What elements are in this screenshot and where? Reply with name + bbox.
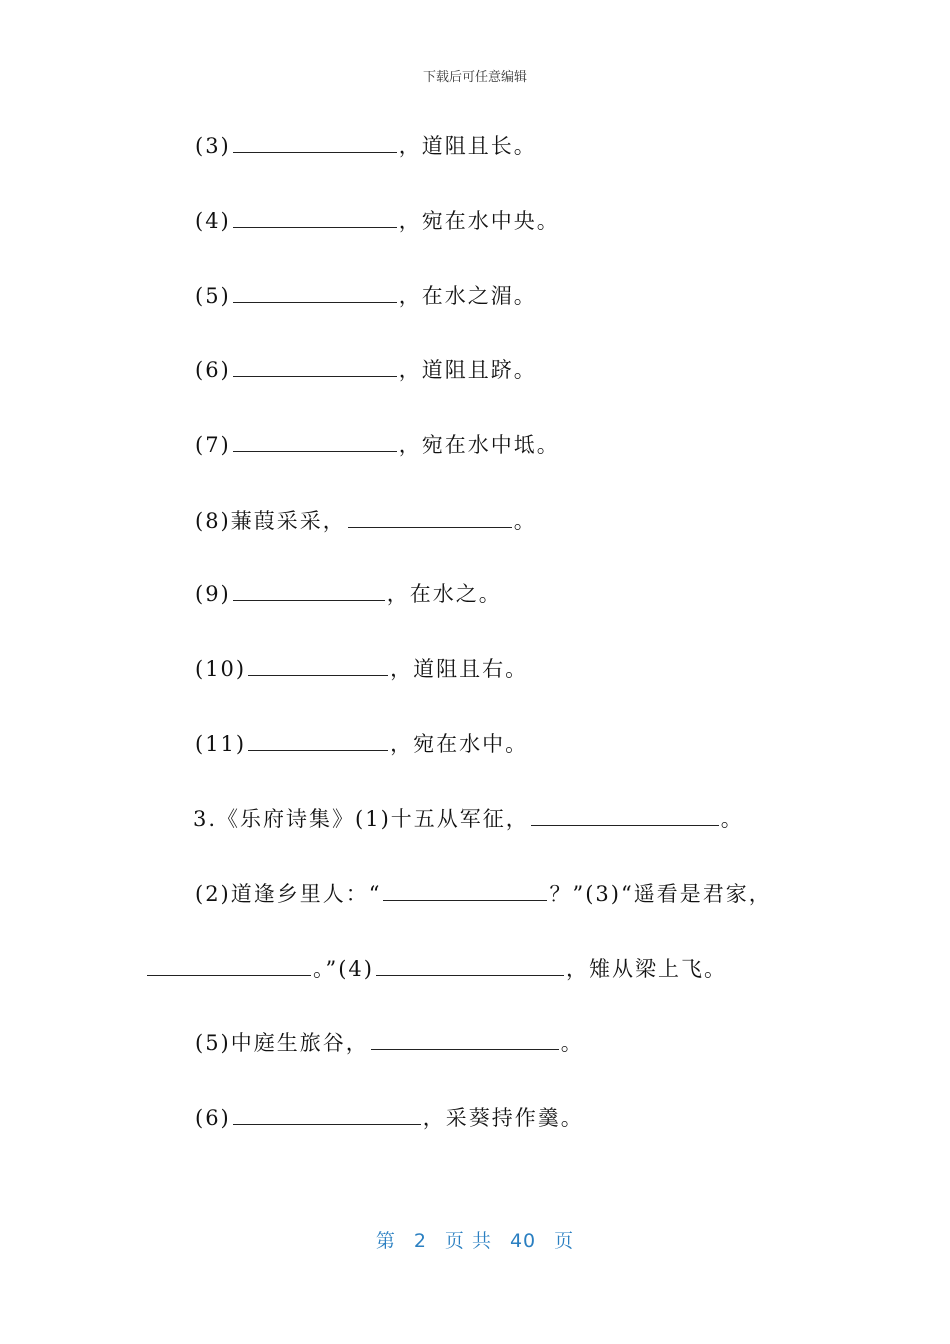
answer-blank[interactable] bbox=[233, 282, 397, 303]
page-header: 下载后可任意编辑 bbox=[422, 70, 527, 85]
footer-middle: 页 共 bbox=[444, 1230, 492, 1252]
question-3-line-5 bbox=[195, 1104, 584, 1132]
answer-blank[interactable] bbox=[233, 431, 397, 452]
answer-blank[interactable] bbox=[233, 580, 385, 601]
answer-blank[interactable] bbox=[233, 356, 397, 377]
page-footer bbox=[0, 1226, 950, 1253]
line-prefix: (10) bbox=[195, 657, 247, 681]
answer-blank[interactable] bbox=[248, 655, 388, 676]
question-3-line-2 bbox=[195, 880, 772, 908]
line-prefix: (11) bbox=[195, 732, 247, 756]
line-suffix: ，宛在水中。 bbox=[390, 732, 529, 756]
line-prefix: 3.《乐府诗集》(1)十五从军征， bbox=[193, 807, 529, 831]
line-suffix: 。 bbox=[560, 1031, 584, 1055]
answer-blank[interactable] bbox=[233, 207, 397, 228]
footer-suffix: 页 bbox=[554, 1230, 575, 1252]
line-suffix: 。 bbox=[720, 807, 744, 831]
line-middle: 。”(4) bbox=[313, 957, 374, 981]
fill-line-7 bbox=[195, 431, 560, 459]
line-suffix: ，雉从梁上飞。 bbox=[565, 957, 727, 981]
footer-prefix: 第 bbox=[375, 1230, 396, 1252]
line-prefix: (7) bbox=[195, 433, 231, 457]
answer-blank[interactable] bbox=[147, 955, 311, 976]
line-suffix: ，采葵持作羹。 bbox=[422, 1106, 584, 1130]
question-3-line-1 bbox=[193, 805, 744, 833]
line-prefix: (4) bbox=[195, 209, 231, 233]
line-suffix: ，在水之。 bbox=[386, 582, 502, 606]
answer-blank[interactable] bbox=[348, 507, 512, 528]
total-page-count: 40 bbox=[509, 1230, 537, 1252]
line-suffix: ，宛在水中央。 bbox=[398, 209, 560, 233]
line-suffix: ，在水之湄。 bbox=[398, 284, 537, 308]
line-prefix: (2)道逢乡里人：“ bbox=[195, 882, 382, 906]
answer-blank[interactable] bbox=[233, 132, 397, 153]
answer-blank[interactable] bbox=[376, 955, 564, 976]
question-3-line-4 bbox=[195, 1029, 584, 1057]
answer-blank[interactable] bbox=[371, 1029, 559, 1050]
current-page-number: 2 bbox=[413, 1230, 427, 1252]
answer-blank[interactable] bbox=[531, 805, 719, 826]
line-suffix: ，宛在水中坻。 bbox=[398, 433, 560, 457]
fill-line-3 bbox=[195, 132, 537, 160]
line-suffix: ，道阻且跻。 bbox=[398, 358, 537, 382]
line-prefix: (3) bbox=[195, 134, 231, 158]
line-prefix: (5)中庭生旅谷， bbox=[195, 1031, 369, 1055]
fill-line-8 bbox=[195, 507, 537, 535]
answer-blank[interactable] bbox=[383, 880, 547, 901]
line-prefix: (9) bbox=[195, 582, 231, 606]
fill-line-4 bbox=[195, 207, 560, 235]
line-suffix: 。 bbox=[513, 509, 537, 533]
question-3-line-3 bbox=[145, 955, 727, 983]
fill-line-11 bbox=[195, 730, 528, 758]
line-prefix: (6) bbox=[195, 358, 231, 382]
line-prefix: (8)蒹葭采采， bbox=[195, 509, 346, 533]
fill-line-6 bbox=[195, 356, 537, 384]
answer-blank[interactable] bbox=[233, 1104, 421, 1125]
fill-line-10 bbox=[195, 655, 528, 683]
fill-line-9 bbox=[195, 580, 502, 608]
answer-blank[interactable] bbox=[248, 730, 388, 751]
line-suffix: ，道阻且长。 bbox=[398, 134, 537, 158]
line-prefix: (6) bbox=[195, 1106, 231, 1130]
line-suffix: ，道阻且右。 bbox=[390, 657, 529, 681]
fill-line-5 bbox=[195, 282, 537, 310]
line-prefix: (5) bbox=[195, 284, 231, 308]
line-suffix: ？”(3)“遥看是君家， bbox=[549, 882, 772, 906]
